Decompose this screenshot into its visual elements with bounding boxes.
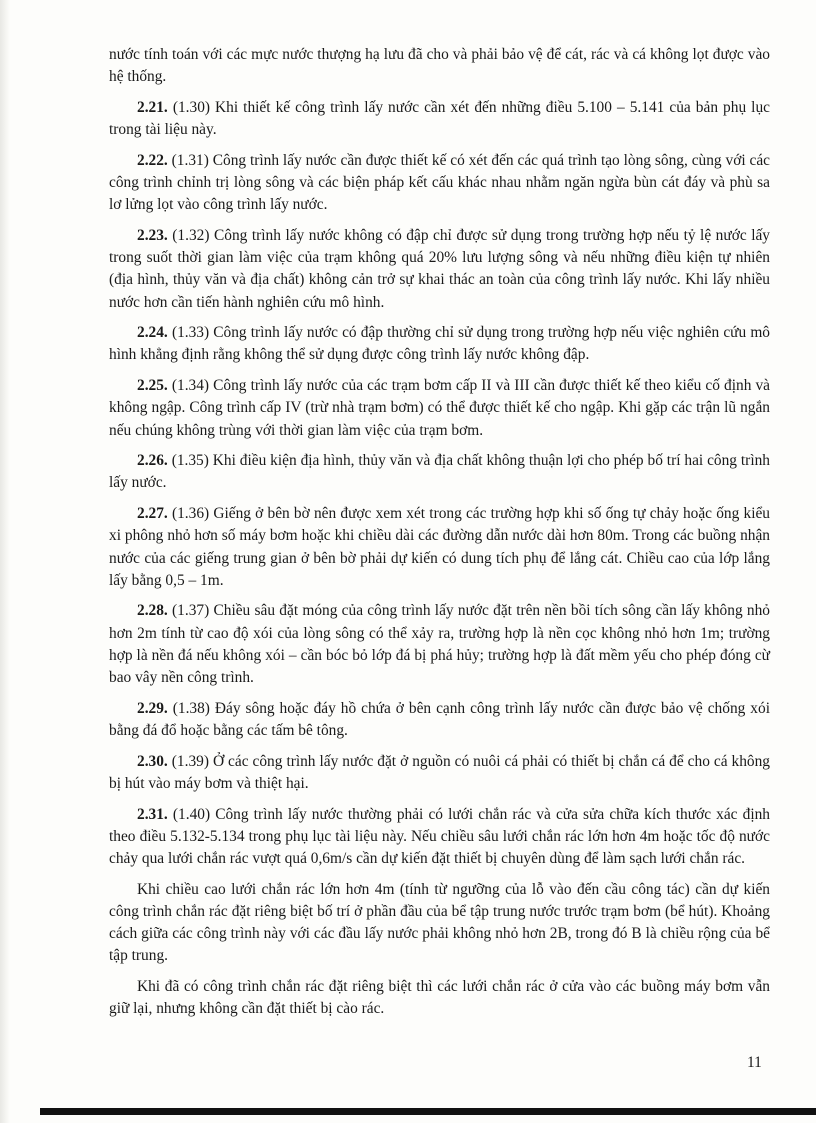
- bottom-divider: [40, 1108, 816, 1115]
- page-edge-shadow: [0, 0, 10, 1123]
- section-text: (1.33) Công trình lấy nước có đập thường chỉ sử dụng trong trường hợp nếu việc nghiên cứu mô hình khẳng định rằng không thể sử dụng được công trình lấy nước không đập.: [109, 324, 770, 364]
- section-2-24: [109, 322, 770, 366]
- closing-paragraph-1: Khi chiều cao lưới chắn rác lớn hơn 4m (tính từ ngưỡng của lỗ vào đến cầu công tác) cần dự kiến công trình chắn rác đặt riêng biệt bố trí ở phần đầu của bể tập trung nước trước trạm bơm (bể hút). Khoảng cách giữa các công trình này với các đầu lấy nước phải không nhỏ hơn 2B, trong đó B là chiều rộng của bể tập trung.: [109, 880, 770, 965]
- section-number: 2.29.: [137, 699, 168, 717]
- section-number: 2.26.: [137, 452, 168, 470]
- section-2-25: [109, 375, 770, 442]
- section-number: 2.31.: [137, 805, 168, 823]
- opening-paragraph: nước tính toán với các mực nước thượng hạ lưu đã cho và phải bảo vệ để cát, rác và cá không lọt được vào hệ thống.: [109, 46, 770, 86]
- section-2-26: [109, 450, 770, 494]
- section-text: (1.40) Công trình lấy nước thường phải có lưới chắn rác và cửa sửa chữa kích thước xác định theo điều 5.132-5.134 trong phụ lục tài liệu này. Nếu chiều sâu lưới chắn rác lớn hơn 4m hoặc tốc độ nước chảy qua lưới chắn rác vượt quá 0,6m/s cần dự kiến đặt thiết bị chuyên dùng để làm sạch lưới chắn rác.: [109, 805, 770, 867]
- section-number: 2.28.: [137, 602, 168, 620]
- section-2-29: [109, 698, 770, 742]
- section-text: (1.30) Khi thiết kế công trình lấy nước cần xét đến những điều 5.100 – 5.141 của bản phụ lục trong tài liệu này.: [109, 98, 770, 139]
- section-2-28: [109, 600, 770, 689]
- section-text: (1.34) Công trình lấy nước của các trạm bơm cấp II và III cần được thiết kế theo kiểu cố định và không ngập. Công trình cấp IV (trừ nhà trạm bơm) có thể được thiết kế cho ngập. Khi gặp các trận lũ ngắn nếu chúng không trùng với thời gian làm việc của trạm bơm.: [109, 377, 770, 439]
- section-text: (1.39) Ở các công trình lấy nước đặt ở nguồn có nuôi cá phải có thiết bị chắn cá để cho cá không bị hút vào máy bơm và thiệt hại.: [109, 752, 770, 792]
- section-2-27: [109, 503, 770, 592]
- section-number: 2.24.: [137, 324, 168, 342]
- section-number: 2.30.: [137, 752, 168, 770]
- document-body: [109, 44, 770, 1029]
- section-number: 2.22.: [137, 151, 168, 169]
- section-number: 2.25.: [137, 377, 168, 395]
- page-number: 11: [747, 1054, 762, 1071]
- section-2-21: [109, 97, 770, 141]
- section-text: (1.31) Công trình lấy nước cần được thiết kế có xét đến các quá trình tạo lòng sông, cùng với các công trình chỉnh trị lòng sông và các biện pháp kết cấu khác nhau nhằm ngăn ngừa bùn cát đáy và phù sa lơ lửng lọt vào công trình lấy nước.: [109, 151, 770, 214]
- section-number: 2.21.: [137, 98, 168, 116]
- section-2-31: [109, 804, 770, 871]
- section-number: 2.27.: [137, 505, 168, 523]
- section-text: (1.37) Chiều sâu đặt móng của công trình lấy nước đặt trên nền bồi tích sông cần lấy không nhỏ hơn 2m tính từ cao độ xói của lòng sông có thể xảy ra, trường hợp là nền cọc không nhỏ hơn 1m; trường hợp là nền đá nếu không xói – cần bóc bỏ lớp đá bị phá hủy; trường hợp là đất mềm yếu cho phép đóng cừ bao vây nền công trình.: [109, 602, 770, 687]
- section-text: (1.32) Công trình lấy nước không có đập chỉ được sử dụng trong trường hợp nếu tỷ lệ nước lấy trong suốt thời gian làm việc của trạm không quá 20% lưu lượng sông và nếu những điều kiện tự nhiên (địa hình, thủy văn và địa chất) không cản trở sự khai thác an toàn của công trình lấy nước. Khi lấy nhiều nước hơn cần tiến hành nghiên cứu mô hình.: [109, 226, 770, 311]
- closing-paragraph-2: Khi đã có công trình chắn rác đặt riêng biệt thì các lưới chắn rác ở cửa vào các buồng máy bơm vẫn giữ lại, nhưng không cần đặt thiết bị cào rác.: [109, 978, 770, 1018]
- section-2-22: [109, 150, 770, 217]
- section-2-23: [109, 225, 770, 314]
- section-2-30: [109, 751, 770, 795]
- section-text: (1.35) Khi điều kiện địa hình, thủy văn và địa chất không thuận lợi cho phép bố trí hai công trình lấy nước.: [109, 452, 770, 492]
- section-text: (1.38) Đáy sông hoặc đáy hồ chứa ở bên cạnh công trình lấy nước cần được bảo vệ chống xói bằng đá đổ hoặc bằng các tấm bê tông.: [109, 699, 770, 739]
- section-text: (1.36) Giếng ở bên bờ nên được xem xét trong các trường hợp khi số ống tự chảy hoặc ống kiểu xi phông nhỏ hơn số máy bơm hoặc khi chiều dài các đường dẫn nước dài hơn 80m. Trong các buồng nhận nước của các giếng trung gian ở bên bờ phải dự kiến có dung tích phụ để lắng cát. Chiều cao của lớp lắng lấy bằng 0,5 – 1m.: [109, 505, 770, 589]
- section-number: 2.23.: [137, 226, 168, 244]
